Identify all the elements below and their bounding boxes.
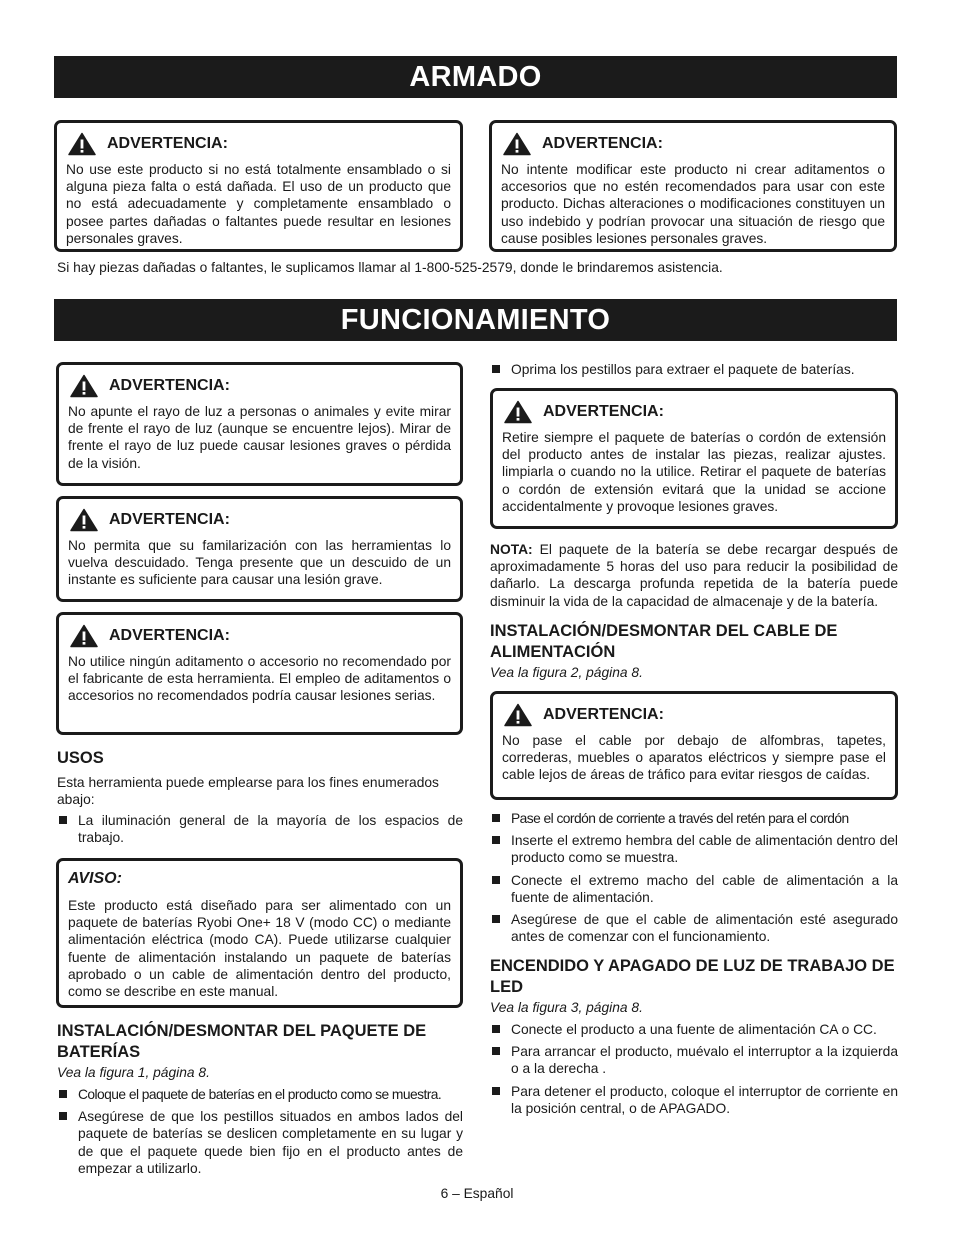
list-item: Para detener el producto, coloque el interruptor de corriente en la posición central, o de APAGADO. <box>490 1083 898 1117</box>
aviso-label: AVISO: <box>68 870 122 887</box>
aviso-box <box>56 858 463 1008</box>
list-item: Asegúrese de que el cable de alimentación esté asegurado antes de comenzar con el funcionamiento. <box>490 911 898 945</box>
warning-text: No utilice ningún aditamento o accesorio no recomendado por el fabricante de esta herramienta. El empleo de aditamentos o accesorios no recomendados podría causar lesiones serias. <box>68 654 451 704</box>
aviso-text: Este producto está diseñado para ser alimentado con un paquete de baterías Ryobi One+ 18 V (modo CC) o mediante alimentación eléctrica (modo CA). Puede utilizarse cualquier fuente de alimentación instalando un paquete de baterías aprobado o un cable de alimentación dentro del producto, como se describe en este manual. <box>68 898 451 1000</box>
nota-label: NOTA: <box>490 542 533 557</box>
list-item: Asegúrese de que los pestillos situados en ambos lados del paquete de baterías se deslicen completamente en su lugar y de que el paquete quede bien fijo en el producto antes de empezar a utilizarlo. <box>57 1108 463 1177</box>
warning-text: No pase el cable por debajo de alfombras, tapetes, correderas, muebles o aparatos eléctricos y siempre pase el cable lejos de áreas de tráfico para evitar riesgos de caídas. <box>502 733 886 783</box>
nota-paragraph <box>490 541 898 610</box>
armado-note: Si hay piezas dañadas o faltantes, le suplicamos llamar al 1-800-525-2579, donde le brindaremos asistencia. <box>57 260 723 275</box>
warning-box-familiarity <box>56 496 463 602</box>
warning-triangle-icon <box>504 400 532 424</box>
list-item: Oprima los pestillos para extraer el paquete de baterías. <box>490 361 898 378</box>
funcionamiento-title: FUNCIONAMIENTO <box>54 299 897 341</box>
warning-label: ADVERTENCIA: <box>109 377 230 394</box>
warning-text: No use este producto si no está totalmente ensamblado o si alguna pieza falta o está dañada. El uso de un producto que no está adecuadamente y completamente ensamblado o posee partes dañadas o faltantes puede resultar en lesiones personales graves. <box>66 162 451 246</box>
bateria-heading: INSTALACIÓN/DESMONTAR DEL PAQUETE DE BATERÍAS <box>57 1022 427 1061</box>
warning-text: No permita que su familarización con las herramientas lo vuelva descuidado. Tenga presente que un descuido de un instante es suficiente para causar una lesión grave. <box>68 538 451 588</box>
warning-label: ADVERTENCIA: <box>542 135 663 152</box>
warning-box-battery <box>490 388 898 529</box>
warning-triangle-icon <box>504 703 532 727</box>
led-heading: ENCENDIDO Y APAGADO DE LUZ DE TRABAJO DE LED <box>490 957 895 996</box>
usos-heading: USOS <box>57 749 104 767</box>
warning-text: No intente modificar este producto ni crear aditamentos o accesorios que no estén recomendados para usar con este producto. Dichas alteraciones o modificaciones constituyen un uso indebido y podrían provocar una situación de riesgo que cause posibles lesiones personales graves. <box>501 162 885 246</box>
warning-label: ADVERTENCIA: <box>543 403 664 420</box>
warning-box-cable <box>490 691 898 800</box>
usos-intro: Esta herramienta puede emplearse para los fines enumerados abajo: <box>57 775 439 808</box>
list-item: Inserte el extremo hembra del cable de alimentación dentro del producto como se muestra. <box>490 832 898 866</box>
list-item: Para arrancar el producto, muévalo el interruptor a la izquierda o a la derecha . <box>490 1043 898 1077</box>
list-item: Pase el cordón de corriente a través del retén para el cordón <box>490 810 898 827</box>
list-item: Conecte el producto a una fuente de alimentación CA o CC. <box>490 1021 898 1038</box>
warning-label: ADVERTENCIA: <box>107 135 228 152</box>
warning-text: No apunte el rayo de luz a personas o animales y evite mirar de frente el rayo de luz (aunque se encuentre lejos). Mirar de frente el rayo de luz puede causar lesiones graves o pérdida de la visión. <box>68 404 451 471</box>
page-footer: 6 – Español <box>440 1186 514 1201</box>
warning-triangle-icon <box>503 132 531 156</box>
list-item: La iluminación general de la mayoría de los espacios de trabajo. <box>57 812 463 846</box>
warning-label: ADVERTENCIA: <box>543 706 664 723</box>
bateria-figure-ref: Vea la figura 1, página 8. <box>57 1065 210 1080</box>
warning-text: Retire siempre el paquete de baterías o cordón de extensión del producto antes de instalar las piezas, realizar ajustes. limpiarla o cuando no la utilice. Retirar el paquete de baterías o cordón de extensión evitará que la unidad se accione accidentalmente y provoque lesiones graves. <box>502 430 886 514</box>
usos-list <box>57 812 463 851</box>
led-figure-ref: Vea la figura 3, página 8. <box>490 1000 643 1015</box>
cable-list <box>490 810 898 950</box>
nota-text: El paquete de la batería se debe recargar después de aproximadamente 5 horas del uso para reducir la posibilidad de dañarlo. La descarga profunda repetida de la batería puede disminuir la vida de la capacidad de almacenaje y de la batería. <box>490 542 898 609</box>
bateria-list <box>57 1086 463 1182</box>
warning-label: ADVERTENCIA: <box>109 627 230 644</box>
warning-box-accessories <box>56 612 463 735</box>
battery-remove-list <box>490 361 898 383</box>
cable-figure-ref: Vea la figura 2, página 8. <box>490 665 643 680</box>
led-list <box>490 1021 898 1122</box>
warning-triangle-icon <box>70 508 98 532</box>
list-item: Conecte el extremo macho del cable de alimentación a la fuente de alimentación. <box>490 872 898 906</box>
warning-triangle-icon <box>70 624 98 648</box>
warning-triangle-icon <box>70 374 98 398</box>
list-item: Coloque el paquete de baterías en el producto como se muestra. <box>57 1086 463 1103</box>
warning-box-armado-right <box>489 120 897 252</box>
warning-box-light-beam <box>56 362 463 486</box>
warning-triangle-icon <box>68 132 96 156</box>
warning-box-armado-left <box>54 120 463 252</box>
armado-title: ARMADO <box>54 56 897 98</box>
warning-label: ADVERTENCIA: <box>109 511 230 528</box>
cable-heading: INSTALACIÓN/DESMONTAR DEL CABLE DE ALIMENTACIÓN <box>490 622 838 661</box>
